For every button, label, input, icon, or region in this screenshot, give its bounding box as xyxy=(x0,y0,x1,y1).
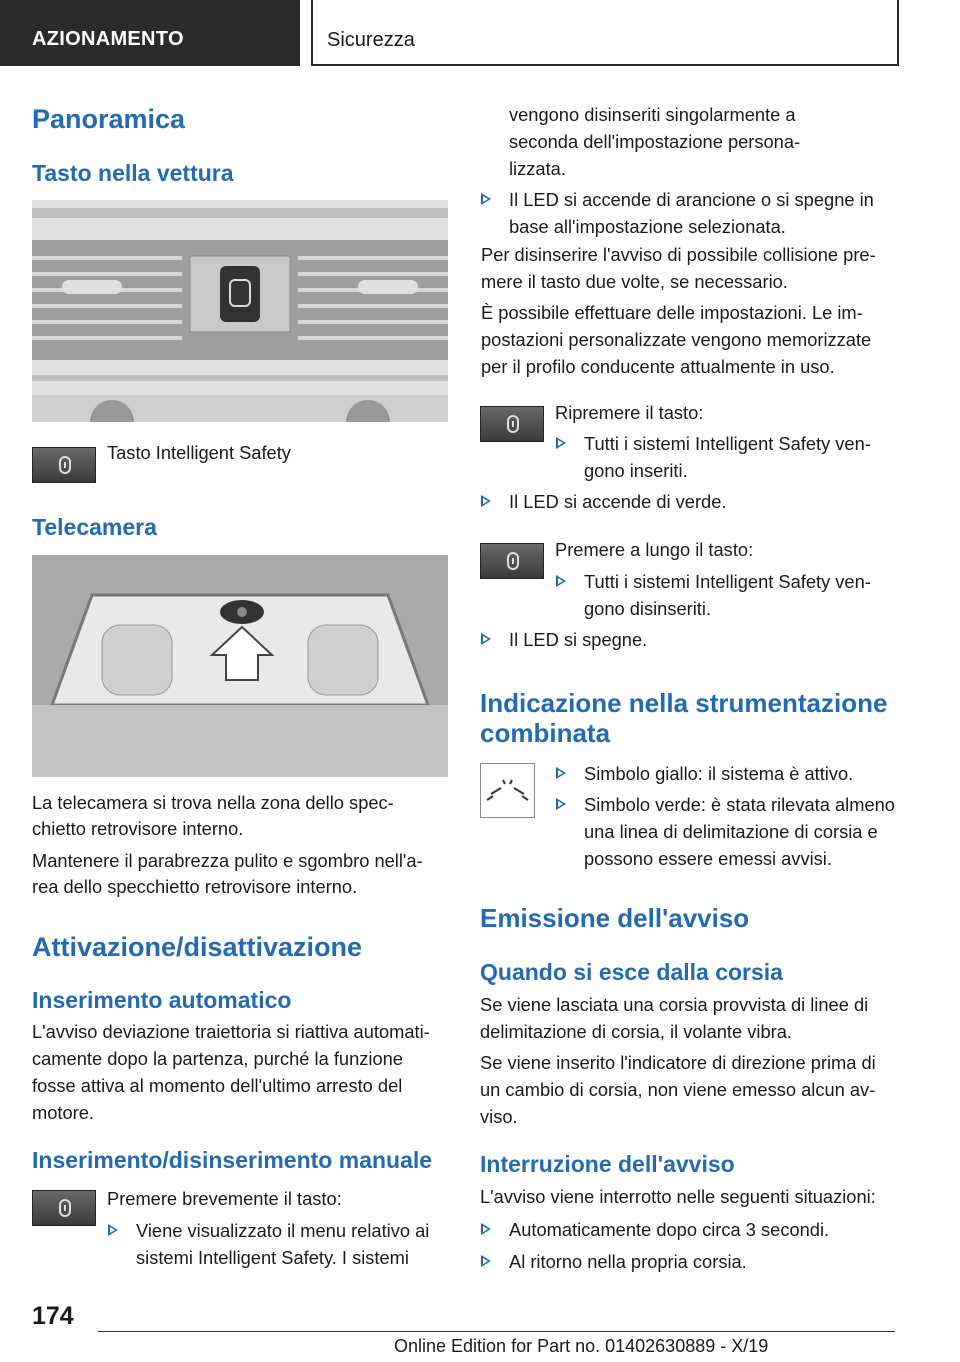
bullet-triangle-icon xyxy=(481,633,491,645)
bullet-triangle-icon xyxy=(556,575,566,587)
para-ind-line2: un cambio di corsia, non viene emesso alcun av- xyxy=(480,1079,876,1100)
bullet-triangle-icon xyxy=(556,798,566,810)
bullet-triangle-icon xyxy=(108,1224,118,1236)
para-ind-line3: viso. xyxy=(480,1106,518,1127)
heading-manuale: Inserimento/disinserimento manuale xyxy=(32,1147,433,1173)
para-imp-line3: per il profilo conducente attualmente in uso. xyxy=(481,356,835,377)
chapter-tab xyxy=(311,0,899,66)
heading-indicazione-line1: Indicazione nella strumentazione xyxy=(480,688,888,718)
heading-attivazione: Attivazione/disattivazione xyxy=(32,932,363,962)
continued-line2: seconda dell'impostazione persona- xyxy=(509,131,801,152)
para-lungo: Premere a lungo il tasto: xyxy=(555,539,754,560)
para-ripremere: Ripremere il tasto: xyxy=(555,402,704,423)
bullet-ritorno-text: Al ritorno nella propria corsia. xyxy=(509,1251,747,1272)
bullet-verde2-line2: una linea di delimitazione di corsia e xyxy=(584,821,878,842)
dashboard-photo xyxy=(32,200,448,422)
para-interruzione: L'avviso viene interrotto nelle seguenti situazioni: xyxy=(480,1186,876,1207)
edition-note: Online Edition for Part no. 01402630889 - X/19 xyxy=(394,1336,769,1356)
para-telecamera-2-line1: Mantenere il parabrezza pulito e sgombro nell'a- xyxy=(32,850,423,871)
para-telecamera-1-line2: chietto retrovisore interno. xyxy=(32,818,244,839)
bullet-triangle-icon xyxy=(481,495,491,507)
bullet-verde-text: Il LED si accende di verde. xyxy=(509,491,727,512)
para-esce-line1: Se viene lasciata una corsia provvista di linee di xyxy=(480,994,869,1015)
bullet-led-arancione xyxy=(481,186,901,242)
bullet-menu-line1: Viene visualizzato il menu relativo ai xyxy=(136,1220,430,1241)
bullet-ins-line2: gono inseriti. xyxy=(584,460,688,481)
heading-tasto: Tasto nella vettura xyxy=(32,160,234,186)
heading-panoramica: Panoramica xyxy=(32,104,186,134)
heading-inserimento-automatico: Inserimento automatico xyxy=(32,987,292,1013)
bullet-dis-line2: gono disinseriti. xyxy=(584,598,712,619)
bullet-led-spegne xyxy=(481,626,901,654)
intelligent-safety-button-icon xyxy=(32,1190,96,1226)
bullet-triangle-icon xyxy=(481,193,491,205)
para-premere: Premere brevemente il tasto: xyxy=(107,1188,342,1209)
heading-indicazione-line2: combinata xyxy=(480,718,611,748)
heading-emissione: Emissione dell'avviso xyxy=(480,903,750,933)
heading-esce: Quando si esce dalla corsia xyxy=(480,959,783,985)
intelligent-safety-button-icon xyxy=(480,406,544,442)
bullet-verde2-line1: Simbolo verde: è stata rilevata almeno xyxy=(584,794,895,815)
para-dis-line2: mere il tasto due volte, se necessario. xyxy=(481,271,788,292)
section-tab xyxy=(0,0,300,66)
continued-line3: lizzata. xyxy=(509,158,566,179)
lane-departure-icon xyxy=(480,763,535,818)
bullet-menu-line2: sistemi Intelligent Safety. I sistemi xyxy=(136,1247,409,1268)
bullet-verde2-line3: possono essere emessi avvisi. xyxy=(584,848,832,869)
bullet-menu xyxy=(108,1217,448,1273)
bullet-ritorno xyxy=(481,1248,901,1276)
para-auto-line4: motore. xyxy=(32,1102,94,1123)
bullet-dis-line1: Tutti i sistemi Intelligent Safety ven- xyxy=(584,571,871,592)
bullet-giallo-text: Simbolo giallo: il sistema è attivo. xyxy=(584,763,854,784)
intelligent-safety-button-icon xyxy=(480,543,544,579)
para-imp-line1: È possibile effettuare delle impostazioni. Le im- xyxy=(481,302,863,323)
para-esce-line2: delimitazione di corsia, il volante vibra. xyxy=(480,1021,792,1042)
bullet-auto-text: Automaticamente dopo circa 3 secondi. xyxy=(509,1219,830,1240)
heading-telecamera: Telecamera xyxy=(32,514,157,540)
bullet-triangle-icon xyxy=(481,1255,491,1267)
section-title: AZIONAMENTO xyxy=(32,28,184,50)
para-auto-line2: camente dopo la partenza, purché la funzione xyxy=(32,1048,403,1069)
para-telecamera-2-line2: rea dello specchietto retrovisore interno. xyxy=(32,876,358,897)
windshield-illustration xyxy=(32,555,448,777)
bullet-triangle-icon xyxy=(481,1223,491,1235)
intelligent-safety-button-icon xyxy=(32,447,96,483)
heading-interruzione: Interruzione dell'avviso xyxy=(480,1151,735,1177)
bullet-giallo xyxy=(556,760,901,788)
dashboard-illustration xyxy=(32,200,448,422)
continued-line1: vengono disinseriti singolarmente a xyxy=(509,104,796,125)
bullet-led1-line1: Il LED si accende di arancione o si spegne in xyxy=(509,189,874,210)
bullet-disinseriti xyxy=(556,568,901,624)
bullet-ins-line1: Tutti i sistemi Intelligent Safety ven- xyxy=(584,433,871,454)
para-telecamera-1-line1: La telecamera si trova nella zona dello spec- xyxy=(32,792,394,813)
bullet-spegne-text: Il LED si spegne. xyxy=(509,629,648,650)
para-auto-line3: fosse attiva al momento dell'ultimo arresto del xyxy=(32,1075,403,1096)
bullet-auto xyxy=(481,1216,901,1244)
bullet-triangle-icon xyxy=(556,767,566,779)
footer-divider xyxy=(98,1331,895,1332)
bullet-verde-simbolo xyxy=(556,791,901,875)
bullet-led-verde xyxy=(481,488,901,516)
bullet-inseriti xyxy=(556,430,901,486)
page-number: 174 xyxy=(32,1302,74,1330)
para-dis-line1: Per disinserire l'avviso di possibile collisione pre- xyxy=(481,244,876,265)
bullet-led1-line2: base all'impostazione selezionata. xyxy=(509,216,786,237)
bullet-triangle-icon xyxy=(556,437,566,449)
para-imp-line2: postazioni personalizzate vengono memorizzate xyxy=(481,329,872,350)
camera-photo xyxy=(32,555,448,777)
para-auto-line1: L'avviso deviazione traiettoria si riattiva automati- xyxy=(32,1021,430,1042)
chapter-title: Sicurezza xyxy=(327,29,415,51)
caption-tasto: Tasto Intelligent Safety xyxy=(107,442,291,463)
para-ind-line1: Se viene inserito l'indicatore di direzione prima di xyxy=(480,1052,876,1073)
